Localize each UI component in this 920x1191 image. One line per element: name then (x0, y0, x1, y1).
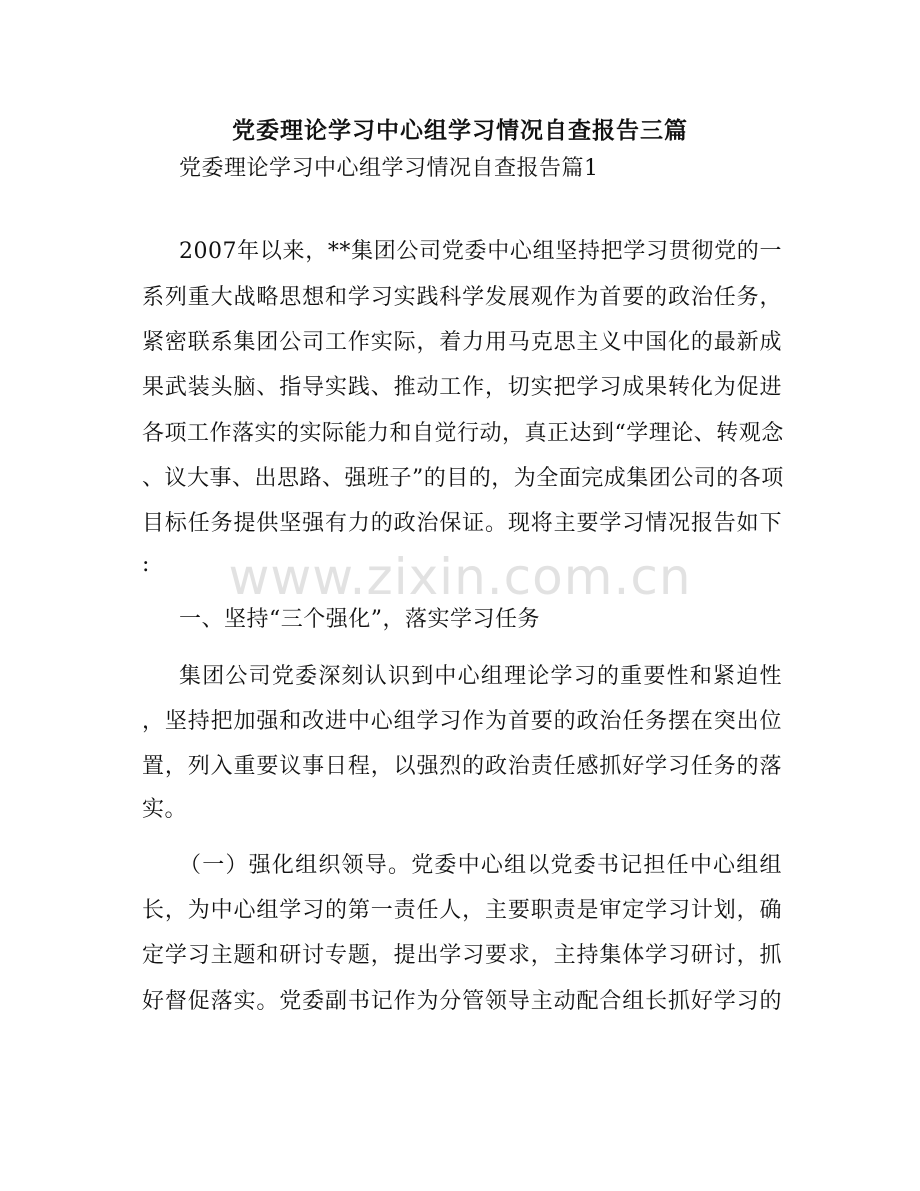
paragraph-line: 2007年以来，**集团公司党委中心组坚持把学习贯彻党的一 (179, 239, 782, 264)
paragraph-line: 集团公司党委深刻认识到中心组理论学习的重要性和紧迫性 (179, 664, 782, 689)
paragraph-line: 系列重大战略思想和学习实践科学发展观作为首要的政治任务， (142, 285, 782, 310)
paragraph-line: 实。 (142, 797, 188, 822)
paragraph-line: 目标任务提供坚强有力的政治保证。现将主要学习情况报告如下 (142, 511, 782, 536)
paragraph-line: 好督促落实。党委副书记作为分管领导主动配合组长抓好学习的 (142, 989, 782, 1014)
document-title: 党委理论学习中心组学习情况自查报告三篇 (232, 118, 688, 144)
paragraph-line: 、议大事、出思路、强班子”的目的，为全面完成集团公司的各项 (142, 466, 784, 491)
paragraph-line: 定学习主题和研讨专题，提出学习要求，主持集体学习研讨，抓 (142, 943, 782, 968)
paragraph-line: 各项工作落实的实际能力和自觉行动，真正达到“学理论、转观念 (142, 421, 784, 446)
paragraph-line: ，坚持把加强和改进中心组学习作为首要的政治任务摆在突出位 (142, 709, 782, 734)
paragraph-line: 紧密联系集团公司工作实际，着力用马克思主义中国化的最新成 (142, 330, 782, 355)
section-heading: 一、坚持“三个强化”，落实学习任务 (179, 607, 540, 632)
paragraph-line: : (142, 552, 150, 577)
paragraph-line: （一）强化组织领导。党委中心组以党委书记担任中心组组 (179, 853, 782, 878)
watermark: www.zixin.com.cn (228, 548, 692, 606)
paragraph-line: 置，列入重要议事日程，以强烈的政治责任感抓好学习任务的落 (142, 754, 782, 779)
paragraph-line: 果武装头脑、指导实践、推动工作，切实把学习成果转化为促进 (142, 375, 782, 400)
section-subtitle: 党委理论学习中心组学习情况自查报告篇1 (179, 156, 599, 181)
paragraph-line: 长，为中心组学习的第一责任人，主要职责是审定学习计划，确 (142, 898, 782, 923)
